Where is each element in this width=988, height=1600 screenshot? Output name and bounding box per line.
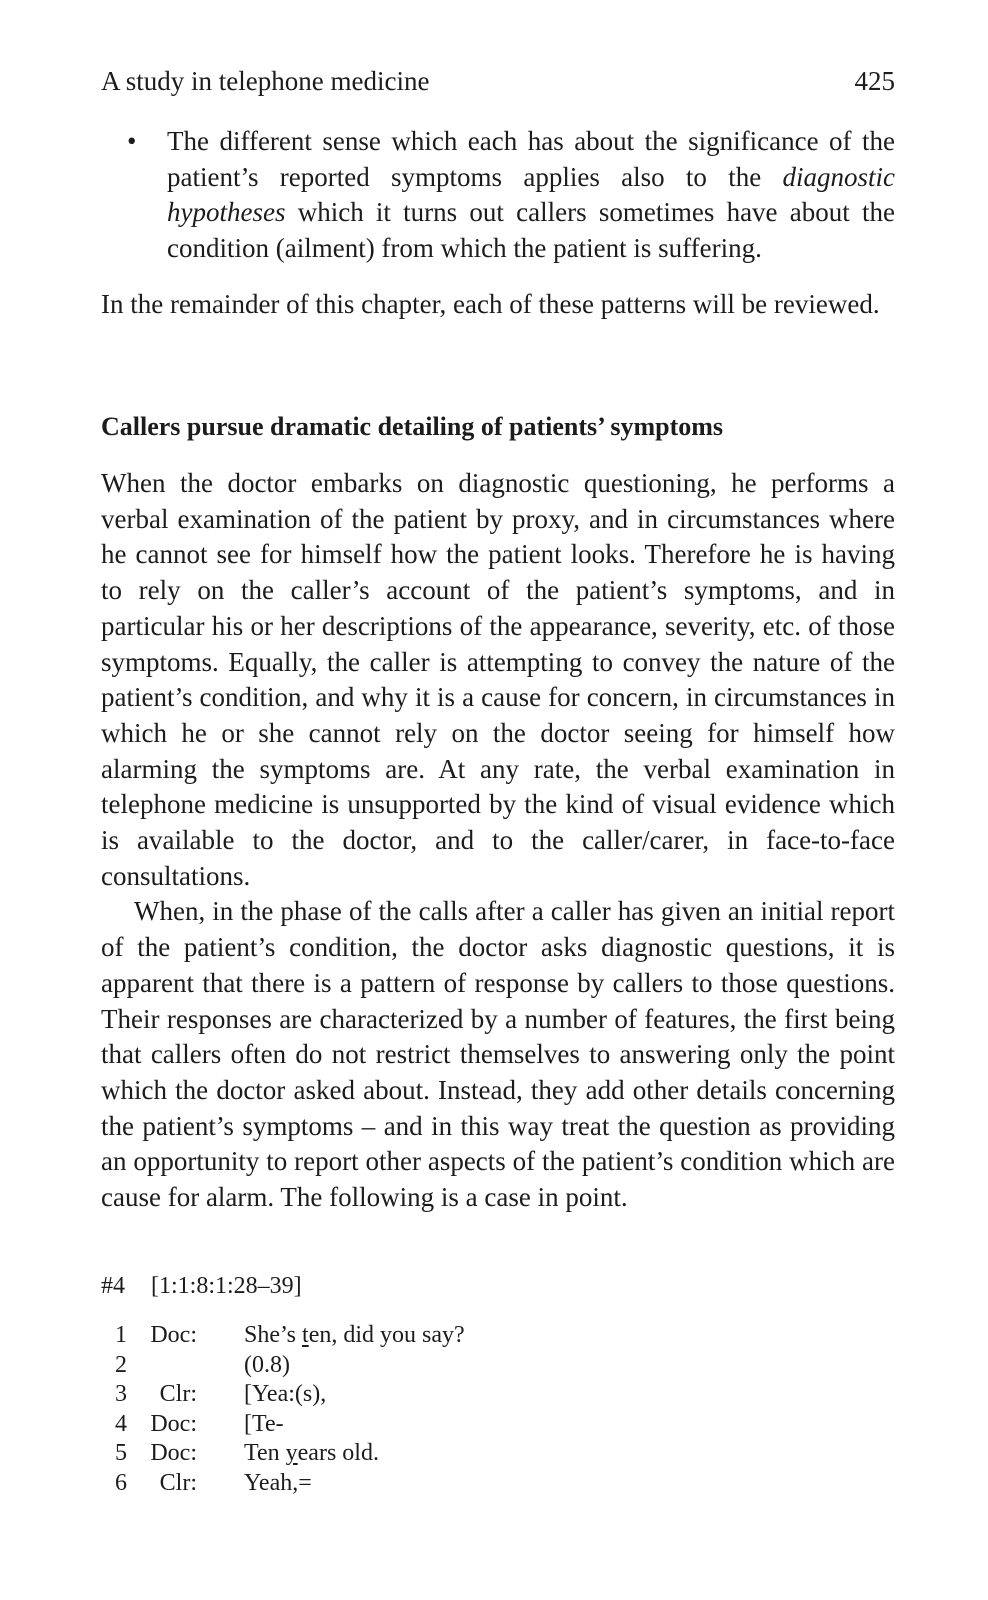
running-head (101, 64, 895, 98)
speaker-label: Doc: (150, 1322, 197, 1348)
bullet-list-item (101, 124, 895, 267)
utterance-text: Ten (244, 1440, 286, 1467)
transcript-line (101, 1321, 701, 1351)
bullet-icon: • (127, 126, 137, 156)
bullet-text-before: The different sense which each has about the significance of the patient’s reported symptoms applies also to the (167, 126, 895, 192)
utterance (244, 1410, 284, 1440)
line-number: 1 (115, 1322, 127, 1348)
utterance (244, 1321, 465, 1351)
utterance-text: (0.8) (244, 1351, 290, 1378)
bullet-emphasis: diagnostic hypotheses (167, 161, 895, 228)
line-number: 4 (115, 1410, 127, 1437)
line-number: 5 (115, 1440, 127, 1467)
page-number: 425 (854, 66, 895, 96)
utterance-text: [Te- (244, 1410, 284, 1437)
transcript-line (101, 1469, 701, 1499)
body-text (101, 466, 895, 1216)
speaker-label: Doc: (150, 1440, 197, 1467)
remainder-paragraph: In the remainder of this chapter, each of these patterns will be reviewed. (101, 289, 880, 319)
speaker-label: Clr: (159, 1469, 197, 1496)
extract-number: #4 (101, 1273, 125, 1299)
stress-mark: t (302, 1322, 309, 1348)
transcript-line (101, 1410, 701, 1440)
utterance-text: ears old. (297, 1440, 379, 1467)
running-head-title: A study in telephone medicine (101, 66, 430, 96)
stress-mark: y (285, 1440, 298, 1467)
bullet-text (167, 124, 895, 267)
utterance (244, 1351, 290, 1381)
utterance-text: Yeah,= (244, 1469, 312, 1496)
transcript-line (101, 1380, 701, 1410)
utterance (244, 1439, 379, 1469)
bullet-text-after: which it turns out callers sometimes have about the condition (ailment) from which the patient is suffering. (167, 197, 895, 264)
line-number: 6 (115, 1469, 127, 1496)
utterance (244, 1469, 312, 1499)
body-paragraph-2: When, in the phase of the calls after a caller has given an initial report of the patient’s condition, the doctor asks diagnostic questions, it is apparent that there is a pattern of response by callers to those questions. Their responses are characterized by a number of features, the first being that callers often do not restrict themselves to answering only the point which the doctor asked about. Instead, they add other details concerning the patient’s symptoms – and in this way treat the question as providing an opportunity to report other aspects of the patient’s condition which are cause for alarm. The following is a case in point. (101, 896, 895, 1213)
transcript-line (101, 1351, 701, 1381)
utterance-text: [Yea:(s), (244, 1381, 327, 1408)
utterance (244, 1380, 326, 1410)
utterance-text: She’s (244, 1322, 303, 1348)
body-paragraph-1: When the doctor embarks on diagnostic questioning, he performs a verbal examination of the patient by proxy, and in circumstances where he cannot see for himself how the patient looks. Therefore he is having to rely on the caller’s account of the patient’s symptoms, and in particular his or her descriptions of the appearance, severity, etc. of those symptoms. Equally, the caller is attempting to convey the nature of the patient’s condition, and why it is a cause for concern, in circumstances in which he or she cannot rely on the doctor seeing for himself how alarming the symptoms are. At any rate, the verbal examination in telephone medicine is unsupported by the kind of visual evidence which is available to the doctor, and to the caller/carer, in face-to-face consultations. (101, 468, 895, 891)
speaker-label: Doc: (150, 1410, 197, 1437)
line-number: 3 (115, 1381, 127, 1408)
extract-source: [1:1:8:1:28–39] (151, 1273, 302, 1299)
transcript (101, 1321, 701, 1499)
speaker-label: Clr: (159, 1381, 197, 1408)
transcript-line (101, 1439, 701, 1469)
utterance-text: en, did you say? (308, 1322, 465, 1348)
line-number: 2 (115, 1351, 127, 1378)
extract-reference (101, 1271, 302, 1301)
section-heading: Callers pursue dramatic detailing of patients’ symptoms (101, 412, 724, 441)
